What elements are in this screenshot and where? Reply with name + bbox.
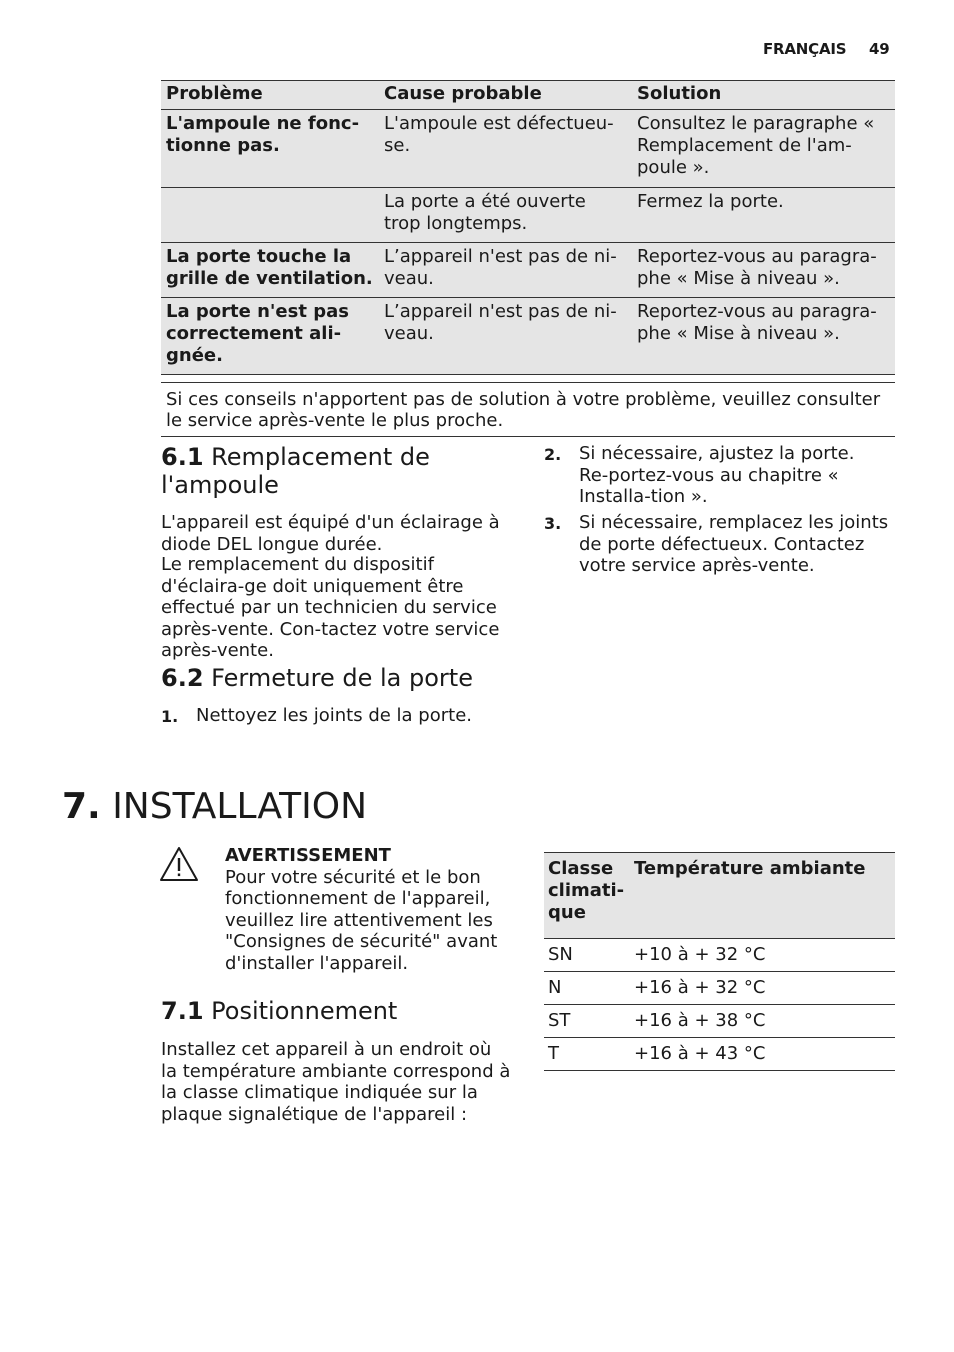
warning-title: AVERTISSEMENT: [225, 845, 391, 866]
section-6-2-heading: [161, 664, 501, 692]
chapter-number: 7.: [62, 786, 101, 827]
cause-cell: L’appareil n'est pas de ni-veau.: [379, 243, 632, 298]
problem-cell: [161, 188, 379, 243]
solution-cell: Reportez-vous au paragra-phe « Mise à niveau ».: [632, 243, 895, 298]
table-note: Si ces conseils n'apportent pas de solution à votre problème, veuillez consulter le service après-vente le plus proche.: [161, 382, 895, 437]
column-header-class: Classe climati-que: [544, 853, 630, 939]
section-title: Remplacement de l'ampoule: [161, 443, 430, 499]
step-text: Si nécessaire, remplacez les joints de porte défectueux. Contactez votre service après-vente.: [579, 512, 889, 576]
temperature-cell: +16 à + 43 °C: [634, 1043, 766, 1064]
step-number: 1.: [161, 707, 179, 726]
problem-cell: La porte n'est pas correctement ali-gnée.: [161, 298, 379, 375]
temperature-cell: +16 à + 32 °C: [634, 977, 766, 998]
table-row: [544, 972, 895, 1005]
step-text: Si nécessaire, ajustez la porte. Re-portez-vous au chapitre « Installa-tion ».: [579, 443, 855, 507]
class-cell: N: [548, 977, 562, 998]
section-number: 7.1: [161, 997, 204, 1025]
section-6-1-paragraph: Le remplacement du dispositif d'éclaira-ge doit uniquement être effectué par un technicien du service après-vente. Con-tactez votre service après-vente.: [161, 554, 500, 661]
section-7-1-heading: [161, 997, 501, 1025]
solution-cell: Fermez la porte.: [632, 188, 895, 243]
warning-triangle-icon: [159, 845, 199, 883]
column-header-temperature: Température ambiante: [630, 853, 895, 939]
solution-cell: Reportez-vous au paragra-phe « Mise à niveau ».: [632, 298, 895, 375]
cause-cell: La porte a été ouverte trop longtemps.: [379, 188, 632, 243]
table-row: [544, 1005, 895, 1038]
chapter-7-heading: [62, 786, 367, 828]
warning-text: Pour votre sécurité et le bon fonctionnement de l'appareil, veuillez lire attentivement les "Consignes de sécurité" avant d'installer l'appareil.: [225, 866, 498, 974]
table-header-row: [544, 853, 895, 939]
step-number: 2.: [544, 445, 562, 464]
temperature-cell: +16 à + 38 °C: [634, 1010, 766, 1031]
section-number: 6.1: [161, 443, 204, 471]
class-cell: SN: [548, 944, 573, 965]
chapter-title: INSTALLATION: [112, 786, 368, 827]
table-row: [161, 188, 895, 243]
header-language: FRANÇAIS: [763, 40, 847, 58]
page-number: 49: [869, 40, 890, 58]
section-6-1-heading: [161, 443, 501, 499]
column-header-cause: Cause probable: [384, 83, 542, 104]
cause-cell: L'ampoule est défectueu-se.: [379, 110, 632, 188]
section-number: 6.2: [161, 664, 204, 692]
troubleshooting-table: [161, 80, 895, 375]
table-row: [544, 1038, 895, 1071]
section-title: Positionnement: [211, 997, 398, 1025]
table-header-row: [161, 81, 895, 110]
temperature-cell: +10 à + 32 °C: [634, 944, 766, 965]
class-cell: ST: [548, 1010, 571, 1031]
class-cell: T: [548, 1043, 559, 1064]
table-row: [161, 298, 895, 375]
table-row: [161, 243, 895, 298]
table-row: [544, 939, 895, 972]
step-number: 3.: [544, 514, 562, 533]
section-title: Fermeture de la porte: [211, 664, 473, 692]
column-header-solution: Solution: [637, 83, 722, 104]
step-text: Nettoyez les joints de la porte.: [196, 705, 472, 726]
problem-cell: La porte touche la grille de ventilation.: [161, 243, 379, 298]
section-7-1-paragraph: Installez cet appareil à un endroit où la température ambiante correspond à la classe climatique indiquée sur la plaque signalétique de l'appareil :: [161, 1039, 511, 1125]
cause-cell: L’appareil n'est pas de ni-veau.: [379, 298, 632, 375]
problem-cell: L'ampoule ne fonc-tionne pas.: [161, 110, 379, 188]
table-row: [161, 110, 895, 188]
section-6-1-paragraph: L'appareil est équipé d'un éclairage à diode DEL longue durée.: [161, 512, 500, 555]
climate-class-table: [544, 852, 895, 1071]
warning-block: [225, 845, 515, 974]
column-header-problem: Problème: [166, 83, 263, 104]
solution-cell: Consultez le paragraphe « Remplacement de l'am-poule ».: [632, 110, 895, 188]
